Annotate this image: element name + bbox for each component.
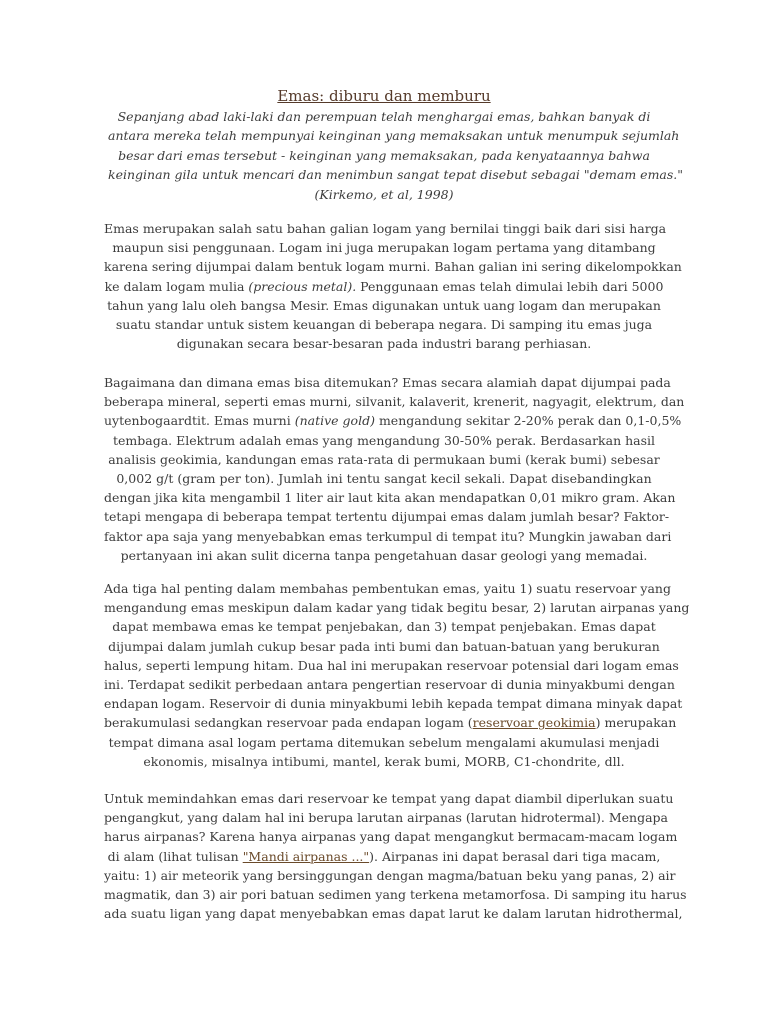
- mandi-airpanas-link[interactable]: "Mandi airpanas ...": [242, 848, 370, 864]
- text-line: tahun yang lalu oleh bangsa Mesir. Emas digunakan untuk uang logam dan merupakan: [107, 297, 661, 313]
- text-line: ini. Terdapat sedikit perbedaan antara pengertian reservoar di dunia minyakbumi dengan: [104, 677, 675, 693]
- text-line: Untuk memindahkan emas dari reservoar ke tempat yang dapat diambil diperlukan suatu: [104, 791, 674, 806]
- text-line: pengangkut, yang dalam hal ini berupa larutan airpanas (larutan hidrotermal). Mengapa: [104, 810, 668, 826]
- text-line: dijumpai dalam jumlah cukup besar pada inti bumi dan batuan-batuan yang berukuran: [108, 638, 660, 654]
- text-line: [104, 713, 677, 732]
- quote-line: besar dari emas tersebut - keinginan yang memaksakan, pada kenyataannya bahwa: [118, 147, 650, 163]
- text-line: ekonomis, misalnya intibumi, mantel, kerak bumi, MORB, C1-chondrite, dll.: [143, 753, 625, 769]
- text-line: digunakan secara besar-besaran pada industri barang perhiasan.: [176, 336, 592, 352]
- quote-line: antara mereka telah mempunyai keinginan yang memaksakan untuk menumpuk sejumlah: [108, 128, 680, 144]
- text-line: suatu standar untuk sistem keuangan di beberapa negara. Di samping itu emas juga: [115, 317, 653, 333]
- text-fragment: uytenbogaardtit. Emas murni: [104, 413, 295, 429]
- paragraph-2: [104, 373, 685, 565]
- text-line: harus airpanas? Karena hanya airpanas yang dapat mengangkut bermacam-macam logam: [104, 829, 678, 845]
- text-fragment: ). Airpanas ini dapat berasal dari tiga macam,: [369, 848, 661, 864]
- epigraph-quote: [108, 107, 684, 204]
- quote-line: Sepanjang abad laki-laki dan perempuan telah menghargai emas, bahkan banyak di: [117, 109, 651, 124]
- text-line: tetapi mengapa di beberapa tempat tertentu dijumpai emas dalam jumlah besar? Faktor-: [104, 509, 670, 525]
- text-line: dapat membawa emas ke tempat penjebakan, dan 3) tempat penjebakan. Emas dapat: [112, 619, 656, 635]
- text-line: faktor apa saja yang menyebabkan emas terkumpul di tempat itu? Mungkin jawaban dari: [104, 528, 672, 544]
- text-line: tempat dimana asal logam pertama ditemukan sebelum mengalami akumulasi menjadi: [108, 734, 660, 750]
- paragraph-4: [104, 789, 687, 923]
- text-fragment: Penggunaan emas telah dimulai lebih dari 5000: [356, 278, 664, 294]
- text-line: pertanyaan ini akan sulit dicerna tanpa pengetahuan dasar geologi yang memadai.: [120, 547, 648, 563]
- paragraph-3: [104, 579, 690, 771]
- quote-citation: (Kirkemo, et al, 1998): [314, 186, 454, 202]
- text-line: Bagaimana dan dimana emas bisa ditemukan? Emas secara alamiah dapat dijumpai pada: [104, 375, 671, 390]
- text-line: karena sering dijumpai dalam bentuk logam murni. Bahan galian ini sering dikelompokkan: [104, 259, 682, 275]
- text-line: yaitu: 1) air meteorik yang bersinggungan dengan magma/batuan beku yang panas, 2) air: [104, 867, 676, 883]
- text-fragment: di alam (lihat tulisan: [107, 848, 243, 864]
- text-line: ada suatu ligan yang dapat menyebabkan emas dapat larut ke dalam larutan hidrothermal,: [104, 906, 683, 922]
- text-line: [104, 847, 664, 866]
- text-fragment: berakumulasi sedangkan reservoar pada endapan logam (: [104, 715, 473, 731]
- text-line: endapan logam. Reservoir di dunia minyakbumi lebih kepada tempat dimana minyak dapat: [104, 696, 683, 712]
- text-line: halus, seperti lempung hitam. Dua hal ini merupakan reservoar potensial dari logam emas: [104, 657, 679, 673]
- text-line: tembaga. Elektrum adalah emas yang mengandung 30-50% perak. Berdasarkan hasil: [112, 432, 656, 448]
- text-line: dengan jika kita mengambil 1 liter air laut kita akan mendapatkan 0,01 mikro gram. Akan: [104, 490, 676, 506]
- text-line: beberapa mineral, seperti emas murni, silvanit, kalaverit, krenerit, nagyagit, elektrum, dan: [104, 394, 685, 410]
- quote-line: keinginan gila untuk mencari dan menimbun sangat tepat disebut sebagai "demam emas.": [108, 167, 684, 183]
- text-fragment: ) merupakan: [595, 715, 677, 731]
- text-line: maupun sisi penggunaan. Logam ini juga merupakan logam pertama yang ditambang: [112, 240, 656, 256]
- italic-term: (native gold): [294, 413, 375, 429]
- text-fragment: ke dalam logam mulia: [104, 278, 249, 294]
- paragraph-1: [104, 219, 682, 353]
- text-line: analisis geokimia, kandungan emas rata-rata di permukaan bumi (kerak bumi) sebesar: [108, 451, 660, 467]
- text-line: Ada tiga hal penting dalam membahas pembentukan emas, yaitu 1) suatu reservoar yang: [104, 581, 671, 596]
- text-line: magmatik, dan 3) air pori batuan sedimen yang terkena metamorfosa. Di samping itu harus: [104, 887, 687, 903]
- text-line: [104, 277, 664, 296]
- text-fragment: mengandung sekitar 2-20% perak dan 0,1-0,5%: [374, 413, 682, 429]
- italic-term: (precious metal).: [248, 278, 357, 294]
- page-title: Emas: diburu dan memburu: [277, 87, 491, 105]
- reservoar-geokimia-link[interactable]: reservoar geokimia: [472, 715, 596, 731]
- text-line: 0,002 g/t (gram per ton). Jumlah ini tentu sangat kecil sekali. Dapat disebandingkan: [116, 471, 652, 487]
- text-line: mengandung emas meskipun dalam kadar yang tidak begitu besar, 2) larutan airpanas yang: [104, 600, 690, 616]
- text-line: [104, 411, 682, 430]
- text-line: Emas merupakan salah satu bahan galian logam yang bernilai tinggi baik dari sisi harga: [104, 221, 667, 236]
